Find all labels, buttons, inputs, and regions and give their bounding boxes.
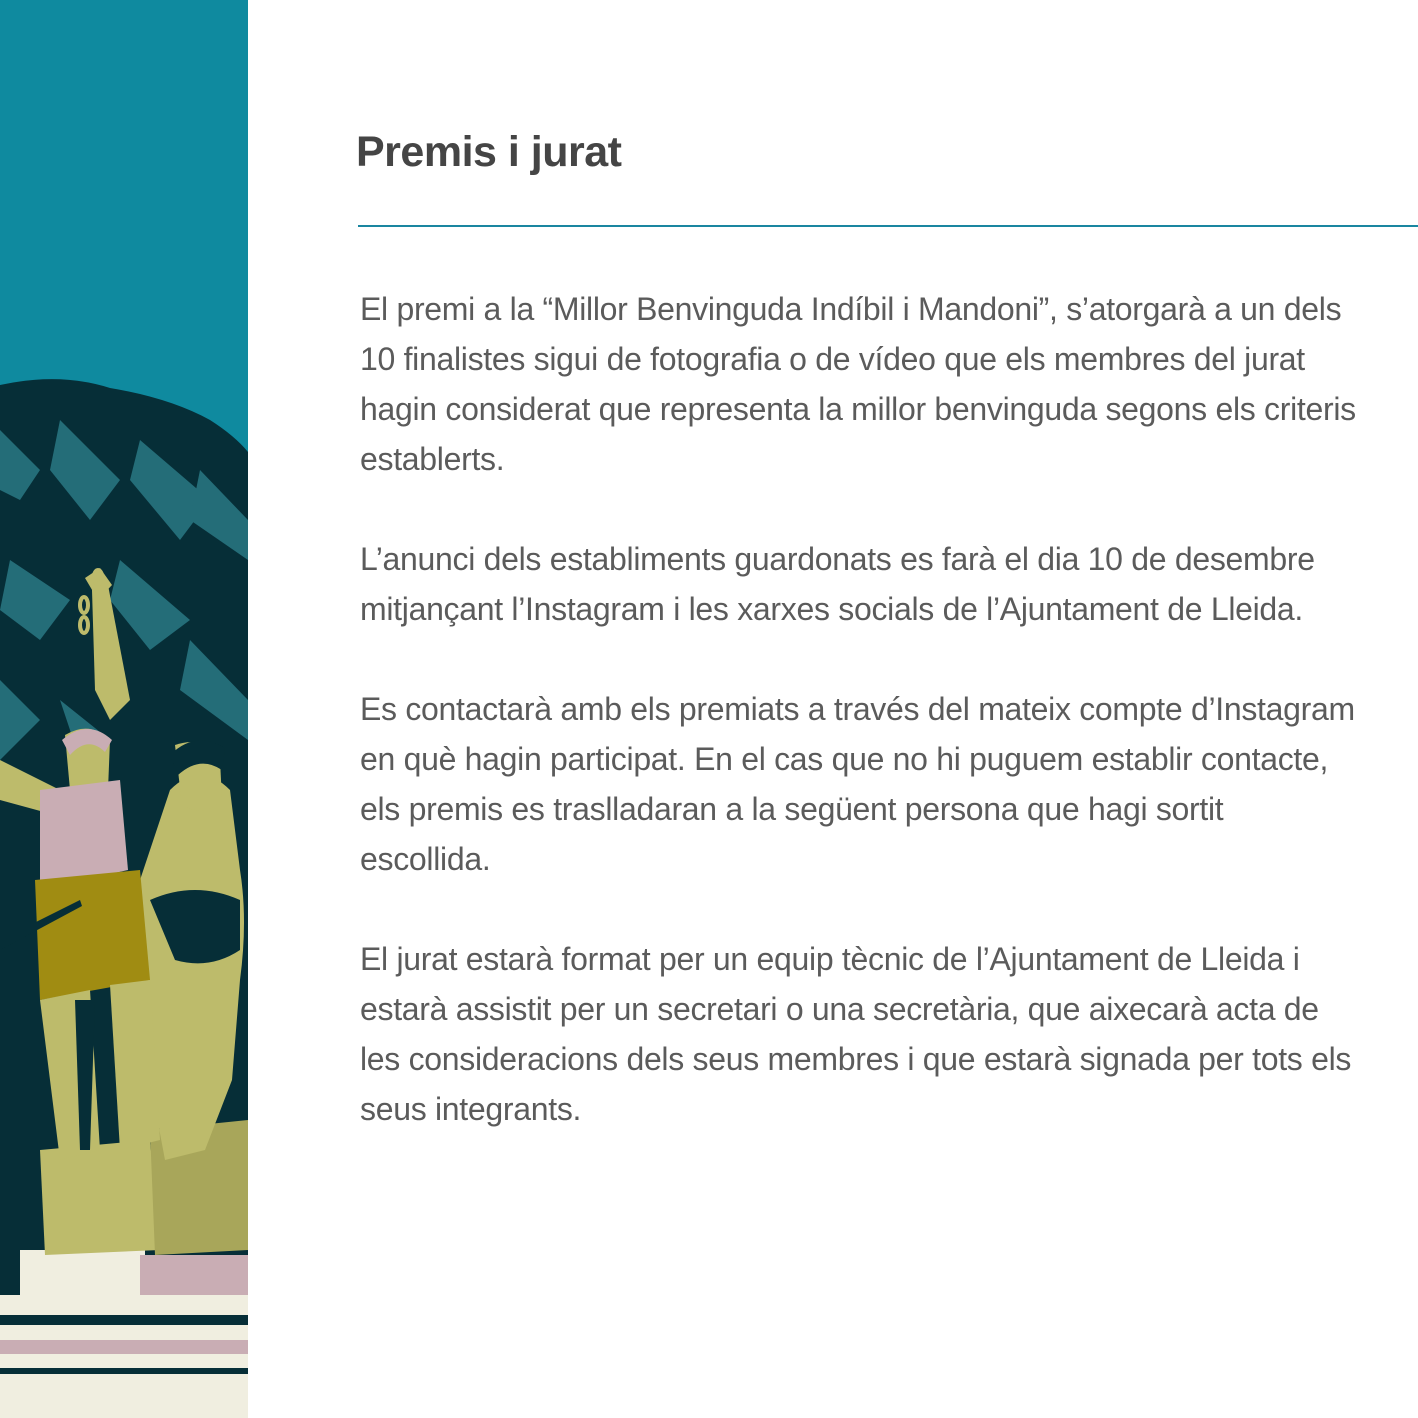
paragraph-anunci: L’anunci dels establiments guardonats es farà el dia 10 de desembre mitjançant l’Instagram i les xarxes socials de l’Ajuntament de Lleida. [360, 541, 1315, 627]
paragraph-jurat: El jurat estarà format per un equip tècnic de l’Ajuntament de Lleida i estarà assistit per un secretari o una secretària, que aixecarà acta de les consideracions dels seus membres i que estarà signada per tots els seus integrants. [360, 941, 1352, 1127]
title-divider [358, 225, 1418, 227]
body-text [360, 284, 1360, 1184]
paragraph-contacte: Es contactarà amb els premiats a través del mateix compte d’Instagram en què hagin participat. En el cas que no hi puguem establir contacte, els premis es traslladaran a la següent persona que hagi sortit escollida. [360, 691, 1355, 877]
paragraph-premi: El premi a la “Millor Benvinguda Indíbil i Mandoni”, s’atorgarà a un dels 10 finalistes sigui de fotografia o de vídeo que els membres del jurat hagin considerat que representa la millor benvinguda segons els criteris establerts. [360, 291, 1356, 477]
statue-illustration [0, 0, 248, 1418]
page-title: Premis i jurat [356, 128, 622, 176]
figure-left-skirt [35, 870, 150, 1000]
sidebar-illustration [0, 0, 248, 1418]
